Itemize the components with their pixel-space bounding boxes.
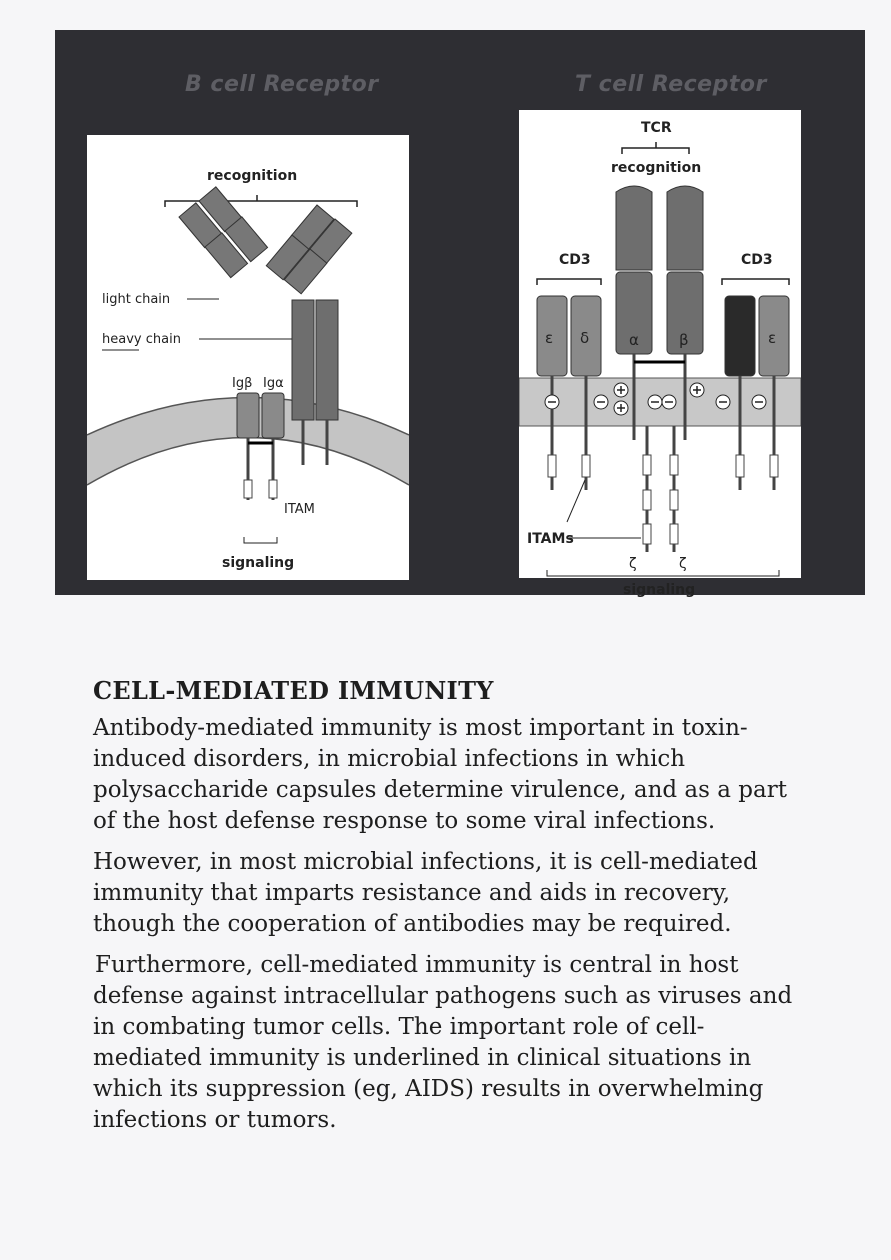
- beta-label: β: [679, 331, 689, 349]
- recognition-label: recognition: [207, 168, 298, 184]
- epsilon-right-label: ε: [768, 329, 777, 347]
- paragraph-2: However, in most microbial infections, it is cell-mediated immunity that imparts resistance and aids in recovery, though the cooperation of antibodies may be required.: [93, 849, 758, 937]
- section-heading: CELL-MEDIATED IMMUNITY: [93, 676, 494, 705]
- receptor-figure: [55, 30, 865, 598]
- signaling-label: signaling: [222, 555, 295, 571]
- light-chain-label: light chain: [102, 292, 171, 307]
- b-cell-receptor-title: B cell Receptor: [185, 72, 379, 97]
- itam-label: ITAM: [284, 502, 315, 517]
- article: [93, 676, 808, 1146]
- tcr-label: TCR: [641, 120, 672, 136]
- recognition-label: recognition: [611, 160, 702, 176]
- heavy-chain-stem: [292, 300, 338, 420]
- bcr-diagram-panel: [87, 135, 409, 580]
- delta-label: δ: [580, 329, 590, 347]
- signaling-label: signaling: [623, 582, 696, 598]
- bcr-diagram: [87, 135, 409, 580]
- ig-beta-label: Igβ: [232, 376, 253, 391]
- cd3-left-label: CD3: [559, 252, 591, 268]
- itams-label: ITAMs: [527, 531, 574, 547]
- zeta-right-label: ζ: [679, 556, 687, 572]
- tcr-diagram-panel: [519, 110, 801, 598]
- t-cell-receptor-title: T cell Receptor: [575, 72, 767, 97]
- cd3-gamma-epsilon: [725, 296, 789, 376]
- right-fab-arm: [266, 205, 352, 294]
- heavy-chain-label: heavy chain: [102, 332, 181, 347]
- paragraph-3: Furthermore, cell-mediated immunity is central in host defense against intracellular pathogens such as viruses and in combating tumor cells. The important role of cell-mediated immunity is underlined in clinical situations in which its suppression (eg, AIDS) results in overwhelming infections or tumors.: [93, 952, 793, 1133]
- paragraph-1: Antibody-mediated immunity is most important in toxin-induced disorders, in microbial infections in which polysaccharide capsules determine virulence, and as a part of the host defense response to some viral infections.: [93, 715, 787, 834]
- ig-alpha-label: Igα: [263, 376, 284, 391]
- epsilon-left-label: ε: [545, 329, 554, 347]
- cd3-right-label: CD3: [741, 252, 773, 268]
- zeta-left-label: ζ: [629, 556, 637, 572]
- tcr-alpha-beta: [616, 186, 703, 354]
- tcr-diagram: [519, 110, 801, 578]
- alpha-label: α: [629, 331, 639, 349]
